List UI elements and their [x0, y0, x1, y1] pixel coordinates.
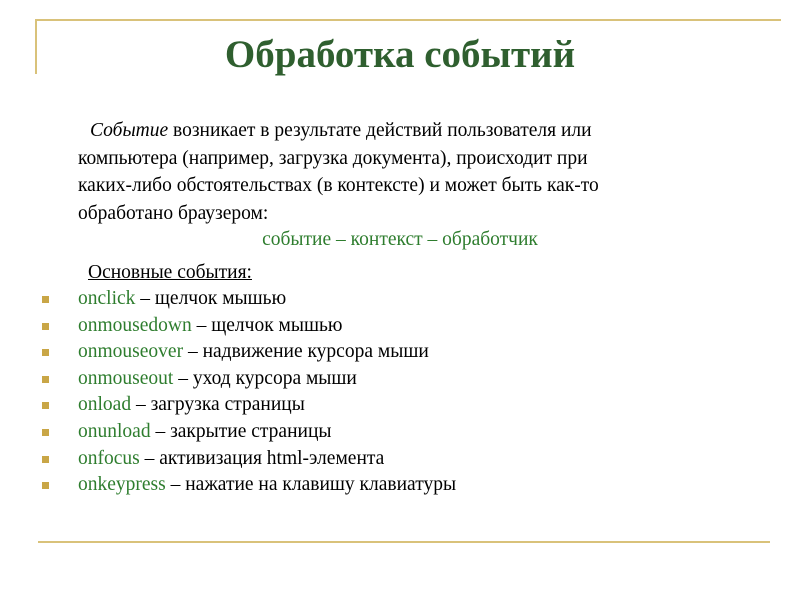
square-bullet-icon	[42, 349, 49, 356]
intro-paragraph	[78, 117, 738, 227]
event-name: onkeypress	[78, 474, 166, 496]
event-item	[40, 366, 456, 393]
square-bullet-icon	[42, 456, 49, 463]
event-name: onmousedown	[78, 314, 192, 336]
events-heading: Основные события:	[88, 262, 252, 283]
intro-line-4: обработано браузером:	[78, 202, 269, 224]
square-bullet-icon	[42, 482, 49, 489]
event-desc: – активизация html-элемента	[139, 447, 385, 469]
event-name: onclick	[78, 288, 136, 309]
intro-line-2: компьютера (например, загрузка документа), происходит при	[78, 147, 588, 169]
square-bullet-icon	[42, 323, 49, 330]
event-item	[40, 339, 456, 366]
event-scheme: событие – контекст – обработчик	[262, 229, 538, 250]
square-bullet-icon	[42, 402, 49, 409]
event-item	[40, 286, 456, 313]
event-desc: – загрузка страницы	[131, 394, 305, 416]
event-item	[40, 472, 456, 499]
event-desc: – щелчок мышью	[135, 288, 287, 309]
frame-bottom-line	[38, 541, 770, 543]
event-desc: – нажатие на клавишу клавиатуры	[165, 474, 457, 496]
intro-line-3: каких-либо обстоятельствах (в контексте) и может быть как-то	[78, 175, 599, 196]
event-desc: – закрытие страницы	[150, 420, 332, 442]
events-list	[40, 286, 456, 499]
event-desc: – щелчок мышью	[191, 314, 343, 336]
event-name: onmouseover	[78, 341, 184, 363]
event-name: onfocus	[78, 447, 140, 469]
event-item	[40, 419, 456, 446]
event-name: onunload	[78, 420, 151, 442]
intro-line-1-text: возникает в результате действий пользователя или	[168, 120, 592, 141]
event-item	[40, 392, 456, 419]
square-bullet-icon	[42, 376, 49, 383]
event-item	[40, 446, 456, 473]
frame-top-line	[35, 19, 781, 21]
event-item	[40, 313, 456, 340]
event-name: onload	[78, 394, 132, 416]
square-bullet-icon	[42, 429, 49, 436]
event-desc: – надвижение курсора мыши	[183, 341, 429, 363]
square-bullet-icon	[42, 296, 49, 303]
slide-title: Обработка событий	[224, 33, 576, 76]
event-desc: – уход курсора мыши	[173, 367, 357, 389]
event-name: onmouseout	[78, 367, 174, 389]
intro-line-1	[78, 117, 738, 145]
intro-term: Событие	[90, 120, 169, 141]
